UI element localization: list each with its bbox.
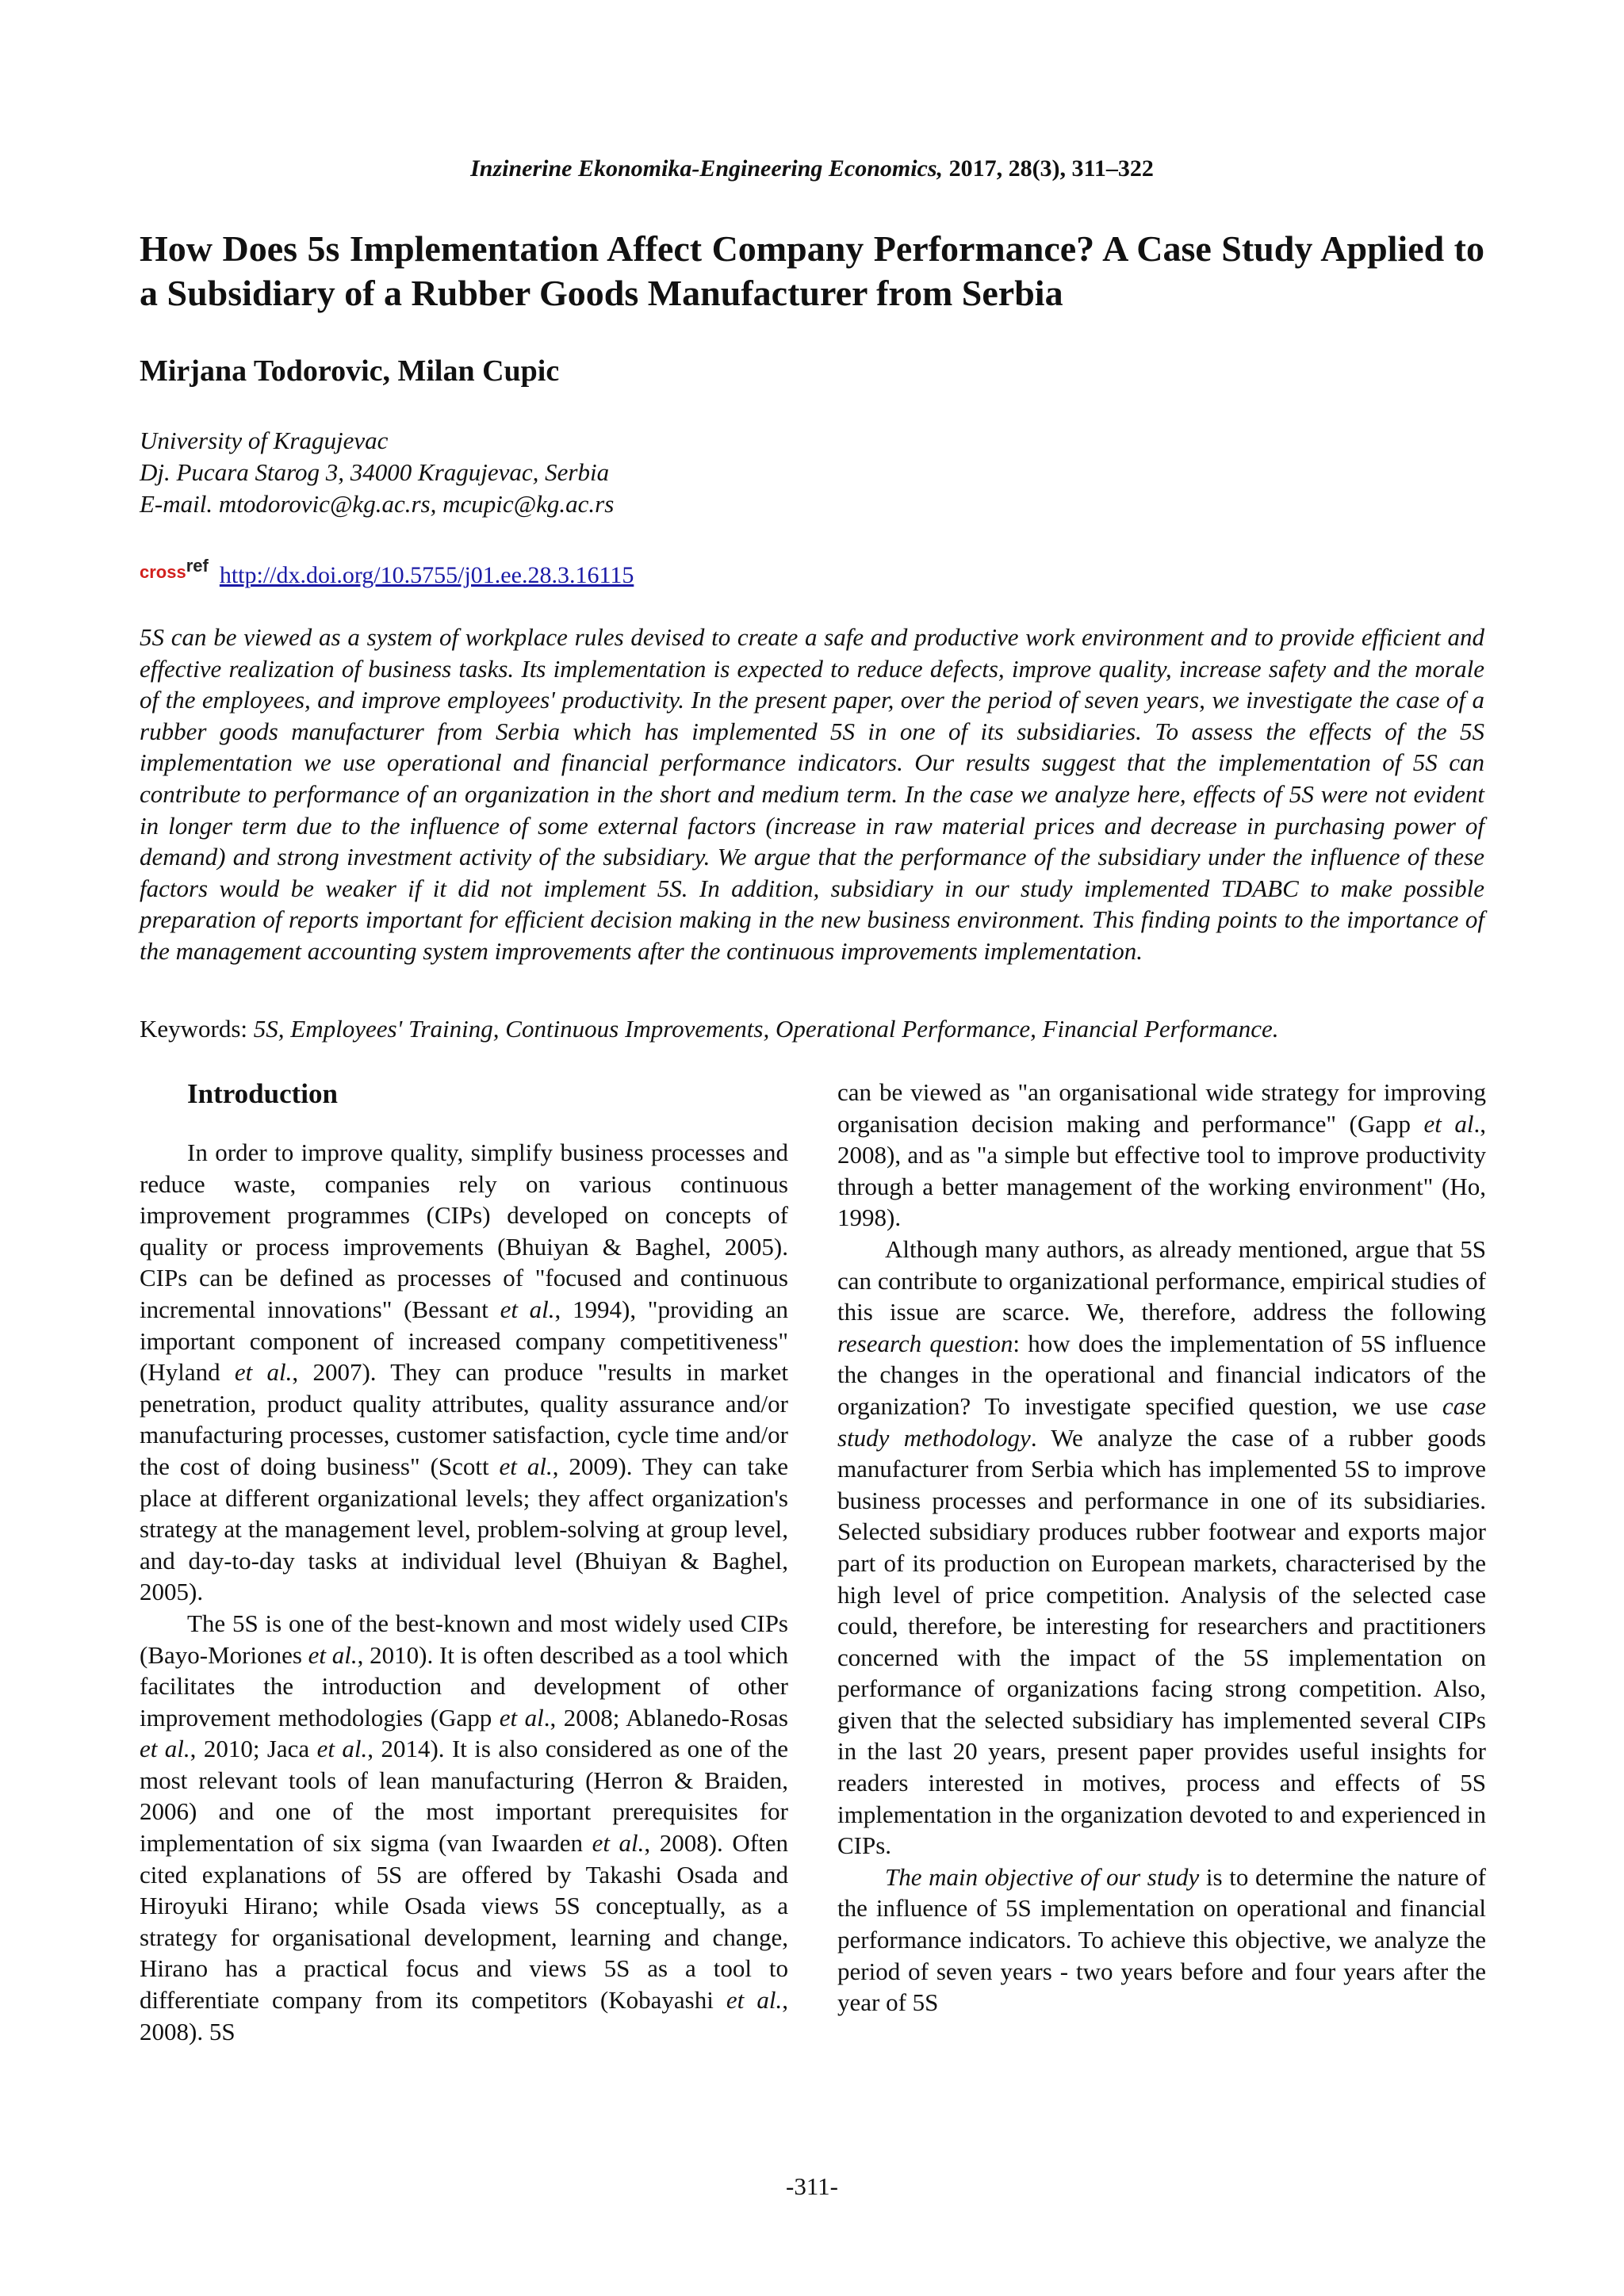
paragraph-4: Although many authors, as already mentioned, argue that 5S can contribute to organizational performance, empirical studies of this issue are scarce. We, therefore, address the following research question: how does the implementation of 5S influence the changes in the operational and financial indicators of the organization? To investigate specified question, we use case study methodology. We analyze the case of a rubber goods manufacturer from Serbia which has implemented 5S to improve business processes and performance in one of its subsidiaries. Selected subsidiary produces rubber footwear and exports major part of its production on European markets, characterised by the high level of price competition. Analysis of the selected case could, therefore, be interesting for researchers and practitioners concerned with the impact of the 5S implementation on performance of organizations facing strong competition. Also, given that the selected subsidiary has implemented several CIPs in the last 20 years, present paper provides useful insights for readers interested in motives, process and effects of 5S implementation in the organization devoted to and experienced in CIPs. [837,1234,1486,1860]
paragraph-1: In order to improve quality, simplify business processes and reduce waste, companies rely on various continuous improvement programmes (CIPs) developed on concepts of quality or process improvements (Bhuiyan & Baghel, 2005). CIPs can be defined as processes of "focused and continuous incremental innovations" (Bessant et al., 1994), "providing an important component of increased company competitiveness" (Hyland et al., 2007). They can produce "results in market penetration, product quality attributes, quality assurance and/or manufacturing processes, customer satisfaction, cycle time and/or the cost of doing business" (Scott et al., 2009). They can take place at different organizational levels; they affect organization's strategy at the management level, problem-solving at group level, and day-to-day tasks at individual level (Bhuiyan & Baghel, 2005). [140,1138,788,1606]
address: Dj. Pucara Starog 3, 34000 Kragujevac, Serbia [140,458,610,486]
page-number: -311- [786,2172,838,2200]
crossref-logo [140,556,209,583]
doi-row [140,556,634,591]
paper-title: How Does 5s Implementation Affect Company Performance? A Case Study Applied to a Subsidiary of a Rubber Goods Manufacturer from Serbia [140,228,1484,313]
journal-name: Inzinerine Ekonomika-Engineering Economics, [470,155,944,182]
section-heading-introduction: Introduction [187,1078,338,1109]
affiliation-block [140,425,614,520]
paragraph-3: can be viewed as "an organisational wide strategy for improving organisation decision making and performance" (Gapp et al., 2008), and as "a simple but effective tool to improve productivity through a better management of the working environment" (Ho, 1998). [837,1078,1486,1232]
keywords-label: Keywords: [140,1015,254,1043]
keywords-values: 5S, Employees' Training, Continuous Improvements, Operational Performance, Financial Performance. [253,1015,1279,1043]
doi-link[interactable]: http://dx.doi.org/10.5755/j01.ee.28.3.16115 [219,562,634,588]
abstract: 5S can be viewed as a system of workplace rules devised to create a safe and productive work environment and to provide efficient and effective realization of business tasks. Its implementation is expected to reduce defects, improve quality, increase safety and the morale of the employees, and improve employees' productivity. In the present paper, over the period of seven years, we investigate the case of a rubber goods manufacturer from Serbia which has implemented 5S in one of its subsidiaries. To assess the effects of the 5S implementation we use operational and financial performance indicators. Our results suggest that the implementation of 5S can contribute to performance of an organization in the short and medium term. In the case we analyze here, effects of 5S were not evident in longer term due to the influence of some external factors (increase in raw material prices and decrease in purchasing power of demand) and strong investment activity of the subsidiary. We argue that the performance of the subsidiary under the influence of these factors would be weaker if it did not implement 5S. In addition, subsidiary in our study implemented TDABC to make possible preparation of reports important for efficient decision making in the new business environment. This finding points to the importance of the management accounting system improvements after the continuous improvements implementation. [140,623,1484,965]
authors: Mirjana Todorovic, Milan Cupic [140,354,560,388]
keywords [140,1013,1484,1045]
paragraph-2: The 5S is one of the best-known and most widely used CIPs (Bayo-Moriones et al., 2010). It is often described as a tool which facilitates the introduction and development of other improvement methodologies (Gapp et al., 2008; Ablanedo-Rosas et al., 2010; Jaca et al., 2014). It is also considered as one of the most relevant tools of lean manufacturing (Herron & Braiden, 2006) and one of the most important prerequisites for implementation of six sigma (van Iwaarden et al., 2008). Often cited explanations of 5S are offered by Takashi Osada and Hiroyuki Hirano; while Osada views 5S conceptually, as a strategy for organisational development, learning and change, Hirano has a practical focus and views 5S as a tool to differentiate company from its competitors (Kobayashi et al., 2008). 5S [140,1609,788,2045]
left-column [140,1075,788,2047]
crossref-logo-sup: ref [186,556,209,576]
right-column [837,1077,1486,2019]
journal-details: 2017, 28(3), 311–322 [943,155,1154,182]
paragraph-5: The main objective of our study is to determine the nature of the influence of 5S implementation on operational and financial performance indicators. To achieve this objective, we analyze the period of seven years - two years before and four years after the year of 5S [837,1862,1486,2017]
email: E-mail. mtodorovic@kg.ac.rs, mcupic@kg.ac.rs [140,490,615,518]
crossref-logo-main: cross [140,562,186,582]
journal-header [0,155,1624,182]
university: University of Kragujevac [140,427,389,454]
